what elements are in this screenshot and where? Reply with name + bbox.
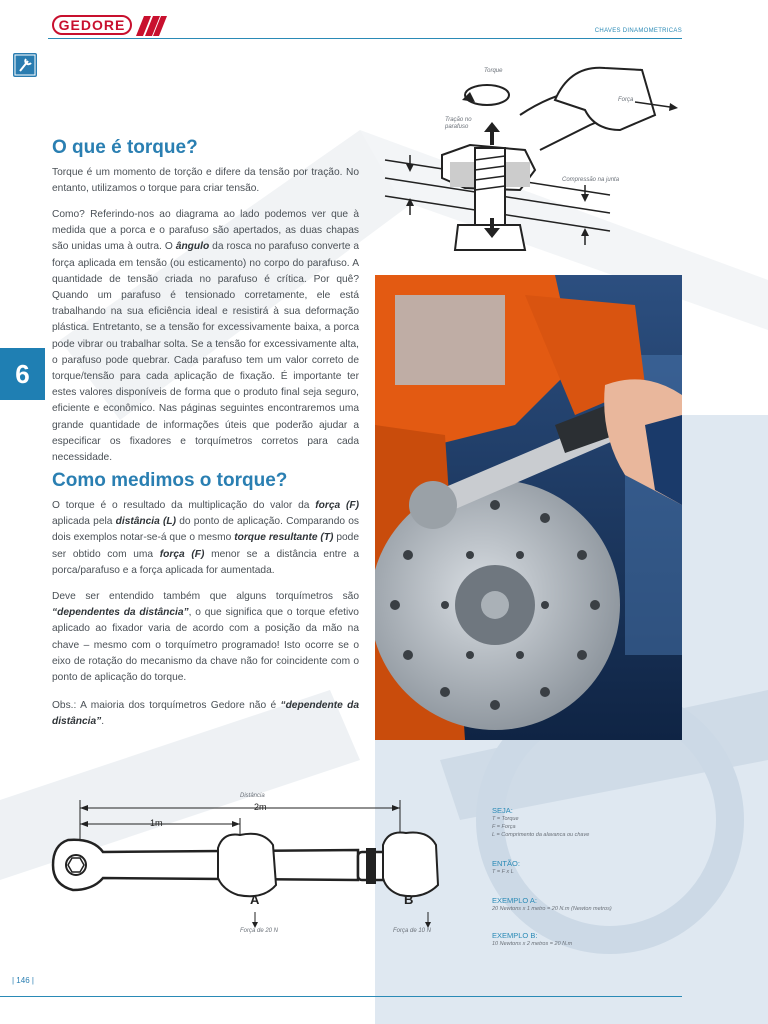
- formula-line: 20 Newtons x 1 metro = 20 N.m (Newton metros): [492, 906, 612, 912]
- paragraph-distance-dependent: Deve ser entendido também que alguns torquímetros são “dependentes da distância”, o que significa que o torque efetivo aplicado ao fixador varia de acordo com a posição da mão na chave – mesmo com o torquímetro programado! Isto ocorre se o eixo de rotação do mecanismo da chave não for coincidente com o ponto de aplicação do torque.: [52, 591, 359, 684]
- label-point-b: B: [404, 892, 414, 907]
- logo-slash-icon: [136, 16, 168, 36]
- torque-wrench-photo: [375, 275, 682, 740]
- label-force-10n: Força de 10 N: [393, 928, 432, 934]
- formula-example-a: [492, 896, 682, 913]
- label-forca: Força: [618, 97, 634, 103]
- logo-wordmark: GEDORE: [52, 15, 132, 35]
- label-point-a: A: [250, 892, 260, 907]
- chapter-tab: 6: [0, 348, 45, 400]
- formula-definitions: [492, 806, 682, 839]
- label-compressao: Compressão na junta: [562, 177, 620, 183]
- label-1m: 1m: [150, 818, 163, 828]
- label-distancia: Distância: [240, 793, 265, 799]
- formula-line: 10 Newtons x 2 metros = 20 N.m: [492, 941, 573, 947]
- paragraph-torque-definition: Torque é um momento de torção e difere da tensão por tração. No entanto, utilizamos o torque para criar tensão.: [52, 167, 359, 195]
- header-divider: [48, 38, 682, 39]
- label-tracao: Tração no parafuso: [445, 117, 472, 130]
- formula-line: T = Torque: [492, 816, 519, 822]
- wrench-distance-diagram: [48, 790, 443, 940]
- heading-what-is-torque: O que é torque?: [52, 137, 198, 158]
- bolt-torque-diagram: [380, 60, 685, 260]
- formula-example-b: [492, 931, 682, 948]
- formula-line: L = Comprimento da alavanca ou chave: [492, 832, 590, 838]
- formula-exb-title: EXEMPLO B:: [492, 931, 538, 940]
- section-label: CHAVES DINAMOMETRICAS: [594, 28, 682, 34]
- label-2m: 2m: [254, 802, 267, 812]
- formula-line: F = Força: [492, 824, 516, 830]
- formula-exa-title: EXEMPLO A:: [492, 896, 538, 905]
- page-number: | 146 |: [12, 976, 34, 985]
- footer-divider: [0, 996, 682, 997]
- paragraph-note: Obs.: A maioria dos torquímetros Gedore não é “dependente da distância”.: [52, 700, 359, 728]
- wrench-icon: [13, 53, 37, 77]
- label-torque: Torque: [484, 68, 503, 74]
- formula-result: [492, 859, 682, 876]
- formula-entao-title: ENTÃO:: [492, 859, 520, 868]
- paragraph-how-explanation: Como? Referindo-nos ao diagrama ao lado podemos ver que à medida que a porca e o parafuso são apertados, as duas chapas são unidas uma à outra. O ângulo da rosca no parafuso converte a força aplicada em tensão (ou esticamento) no corpo do parafuso. A quantidade de tensão criada no parafuso é crítica. Por quê? Quando um parafuso é tensionado corretamente, ele está trabalhando na sua eficiência ideal e resistirá à sua deformação plástica. Entretanto, se a tensão for excessivamente baixa, a porca pode vibrar ou trabalhar solta. Se a tensão for excessivamente alta, o parafuso pode quebrar. Cada parafuso tem um valor correto de torque/tensão para cada aplicação de fixação. É importante ter estes valores disponíveis de forma que o produto final seja seguro, eficiente e econômico. Nas páginas seguintes encontraremos uma grande quantidade de informações úteis que poderão ajudar a especificar os fixadores e torquímetros corretos para cada necessidade.: [52, 209, 359, 464]
- heading-how-measure-torque: Como medimos o torque?: [52, 470, 288, 491]
- formula-seja-title: SEJA:: [492, 806, 513, 815]
- label-force-20n: Força de 20 N: [240, 928, 279, 934]
- paragraph-torque-formula-explanation: O torque é o resultado da multiplicação do valor da força (F) aplicada pela distância (L) do ponto de aplicação. Comparando os dois exemplos notar-se-á que o mesmo torque resultante (T) pode ser obtido com uma força (F) menor se a distância entre a porca/parafuso e a força aplicada for aumentada.: [52, 500, 360, 576]
- gedore-logo: [52, 15, 167, 37]
- formula-line: T = F x L: [492, 869, 514, 875]
